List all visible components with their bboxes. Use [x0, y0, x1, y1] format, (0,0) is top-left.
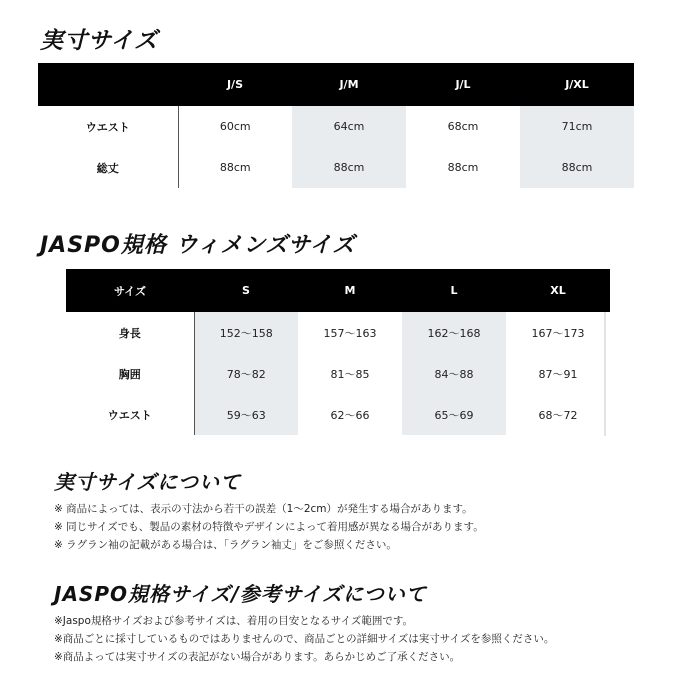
table-cell: 167〜173 — [531, 326, 585, 340]
actual-size-heading: 実寸サイズ — [40, 28, 159, 54]
row-label-total-length: 総丈 — [38, 147, 178, 188]
row-label-waist: ウエスト — [38, 106, 178, 147]
table-cell: 62〜66 — [330, 408, 370, 422]
jaspo-size-header-l: L — [402, 269, 506, 312]
table-cell: 152〜158 — [194, 312, 298, 353]
note-item: ※商品ごとに採寸しているものではありませんので、商品ごとの詳細サイズは実寸サイズを参照ください。 — [54, 633, 555, 645]
table-cell: 60cm — [219, 120, 251, 133]
actual-size-table — [38, 63, 635, 188]
table-cell: 157〜163 — [323, 326, 377, 340]
table-cell: 88cm — [292, 147, 406, 188]
table-row — [66, 353, 610, 394]
table-cell: 71cm — [520, 106, 634, 147]
table-cell: 88cm — [447, 161, 479, 174]
row-label-chest: 胸囲 — [66, 353, 194, 394]
jaspo-size-header-m: M — [298, 269, 402, 312]
jaspo-size-header-row — [66, 269, 610, 312]
table-cell: 88cm — [219, 161, 251, 174]
table-edge-divider — [604, 312, 606, 436]
table-row — [38, 147, 634, 188]
note-item: ※ ラグラン袖の記載がある場合は、「ラグラン袖丈」をご参照ください。 — [54, 539, 397, 551]
table-cell: 68cm — [447, 120, 479, 133]
actual-size-header-js: J/S — [178, 63, 292, 106]
note-item: ※ 同じサイズでも、製品の素材の特徴やデザインによって着用感が異なる場合があります。 — [54, 521, 484, 533]
actual-size-header-jl: J/L — [406, 63, 520, 106]
table-cell: 68〜72 — [538, 408, 578, 422]
actual-size-header-jxl: J/XL — [520, 63, 634, 106]
jaspo-size-header-xl: XL — [506, 269, 610, 312]
note-item: ※Jaspo規格サイズおよび参考サイズは、着用の目安となるサイズ範囲です。 — [54, 615, 414, 627]
table-cell: 87〜91 — [538, 367, 578, 381]
table-cell: 65〜69 — [402, 394, 506, 435]
about-actual-size-notes — [54, 500, 484, 554]
table-cell: 59〜63 — [194, 394, 298, 435]
about-actual-size-heading: 実寸サイズについて — [54, 470, 241, 494]
table-row — [38, 106, 634, 147]
table-cell: 78〜82 — [194, 353, 298, 394]
jaspo-size-heading: JASPO規格 ウィメンズサイズ — [40, 233, 356, 258]
table-row — [66, 394, 610, 435]
jaspo-size-corner-header: サイズ — [66, 269, 194, 312]
row-label-height: 身長 — [66, 312, 194, 353]
actual-size-header-jm: J/M — [292, 63, 406, 106]
row-label-waist: ウエスト — [66, 394, 194, 435]
about-jaspo-size-notes — [54, 612, 554, 666]
jaspo-size-header-s: S — [194, 269, 298, 312]
table-cell: 84〜88 — [402, 353, 506, 394]
table-cell: 64cm — [292, 106, 406, 147]
note-item: ※商品よっては実寸サイズの表記がない場合があります。あらかじめご了承ください。 — [54, 651, 461, 663]
table-cell: 81〜85 — [330, 367, 370, 381]
note-item: ※ 商品によっては、表示の寸法から若干の誤差（1〜2cm）が発生する場合があります。 — [54, 503, 473, 515]
actual-size-header-row — [38, 63, 634, 106]
about-jaspo-size-heading: JASPO規格サイズ/参考サイズについて — [54, 582, 427, 606]
table-cell: 162〜168 — [402, 312, 506, 353]
table-cell: 88cm — [520, 147, 634, 188]
actual-size-corner-header — [38, 63, 178, 106]
jaspo-size-table — [66, 269, 611, 435]
table-row — [66, 312, 610, 353]
